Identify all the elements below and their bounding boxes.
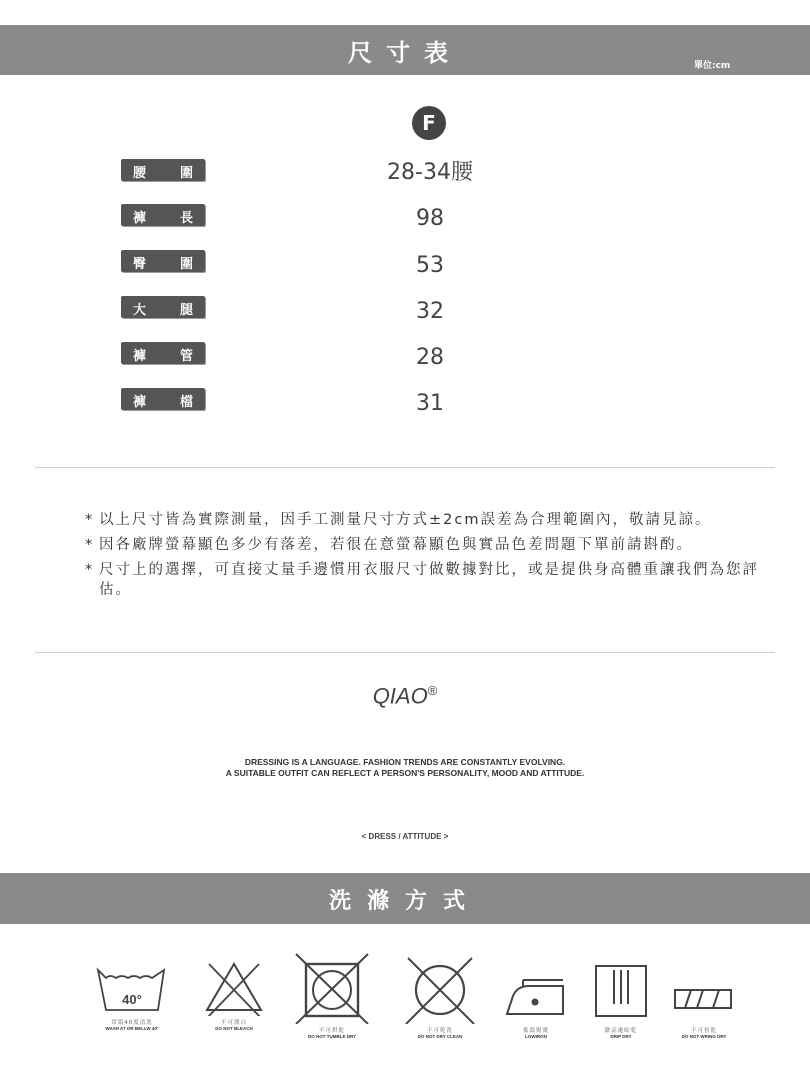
label-char: 檔 [179,395,193,410]
no-bleach-icon [199,952,269,1016]
label-char: 褲 [133,395,147,410]
value-hip: 53 [416,253,444,278]
value-thigh: 32 [416,299,444,324]
label-char: 臀 [133,257,147,272]
care-item [294,952,370,1039]
care-item [586,952,656,1039]
note-item [85,510,765,530]
care-en: DO NOT TUMBLE DRY [307,1034,357,1039]
care-item [500,952,572,1039]
wash-40-icon [94,952,170,1016]
care-zh: 不可烘乾 [318,1028,345,1034]
label-leg-opening [121,342,205,364]
washing-header [0,873,810,924]
unit-label: 單位:cm [694,61,731,71]
low-iron-icon [501,952,571,1024]
label-char: 管 [179,349,193,364]
label-char: 長 [179,211,193,226]
divider [35,652,775,653]
note-item [85,535,765,555]
note-text: 尺寸上的選擇，可直接丈量手邊慣用衣服尺寸做數據對比，或是提供身高體重讓我們為您評估。 [99,562,759,598]
label-char: 腰 [133,166,147,181]
care-en: DO NOT DRY CLEAN [417,1034,463,1039]
size-badge: F [412,106,446,140]
care-en: DO NOT BLEACH [215,1026,253,1031]
label-length [121,204,205,226]
size-chart-header [0,25,810,75]
note-text: 因各廠牌螢幕顯色多少有落差，若很在意螢幕顯色與實品色差問題下單前請斟酌。 [99,537,693,553]
care-zh: 陰涼處晾乾 [604,1028,638,1034]
bullet-star: * [85,512,95,528]
value-length: 98 [416,206,444,231]
label-char: 褲 [133,211,147,226]
no-tumble-dry-icon [294,952,370,1024]
size-chart-title: 尺寸表 [348,39,462,67]
washing-title: 洗滌方式 [328,889,481,914]
note-item [85,560,765,600]
care-item [92,952,172,1031]
care-zh: 不可乾洗 [426,1028,453,1034]
label-waist [121,159,205,181]
brand-logo [0,683,810,709]
care-en: WASH AT OR BELLW 40° [105,1026,159,1031]
care-item [400,952,480,1039]
drip-dry-icon [588,952,654,1024]
care-zh: 常溫40度清洗 [111,1020,153,1026]
label-char: 大 [133,303,147,318]
brand-tag: < DRESS / ATTITUDE > [361,832,449,841]
label-hip [121,250,205,272]
care-en: DRIP DRY [610,1034,632,1039]
slogan-line: A SUITABLE OUTFIT CAN REFLECT A PERSON'S PERSONALITY, MOOD AND ATTITUDE. [225,768,585,778]
care-zh: 不可漂白 [220,1020,247,1026]
care-zh: 不可扭乾 [690,1028,717,1034]
note-text: 以上尺寸皆為實際測量，因手工測量尺寸方式±2cm誤差為合理範圍內，敬請見諒。 [99,512,712,528]
value-rise: 31 [416,391,444,416]
label-thigh [121,296,205,318]
logo-text: QIAO [372,683,428,709]
label-rise [121,388,205,410]
care-item [196,952,272,1031]
label-char: 圍 [179,257,193,272]
care-zh: 低溫熨燙 [522,1028,549,1034]
label-char: 褲 [133,349,147,364]
care-en: LOWIRON [525,1034,547,1039]
registered-mark: ® [427,683,438,698]
bullet-star: * [85,562,95,578]
value-leg-opening: 28 [416,345,444,370]
no-wring-icon [671,952,737,1024]
label-char: 腿 [179,303,193,318]
value-waist: 28-34腰 [387,160,473,185]
divider [35,467,775,468]
no-dry-clean-icon [402,952,478,1024]
bullet-star: * [85,537,95,553]
slogan-line: DRESSING IS A LANGUAGE. FASHION TRENDS ARE CONSTANTLY EVOLVING. [244,757,566,767]
wash-temp: 40° [122,992,142,1007]
care-en: DO NOT WRING DRY [681,1034,727,1039]
label-char: 圍 [179,166,193,181]
care-item [670,952,738,1039]
